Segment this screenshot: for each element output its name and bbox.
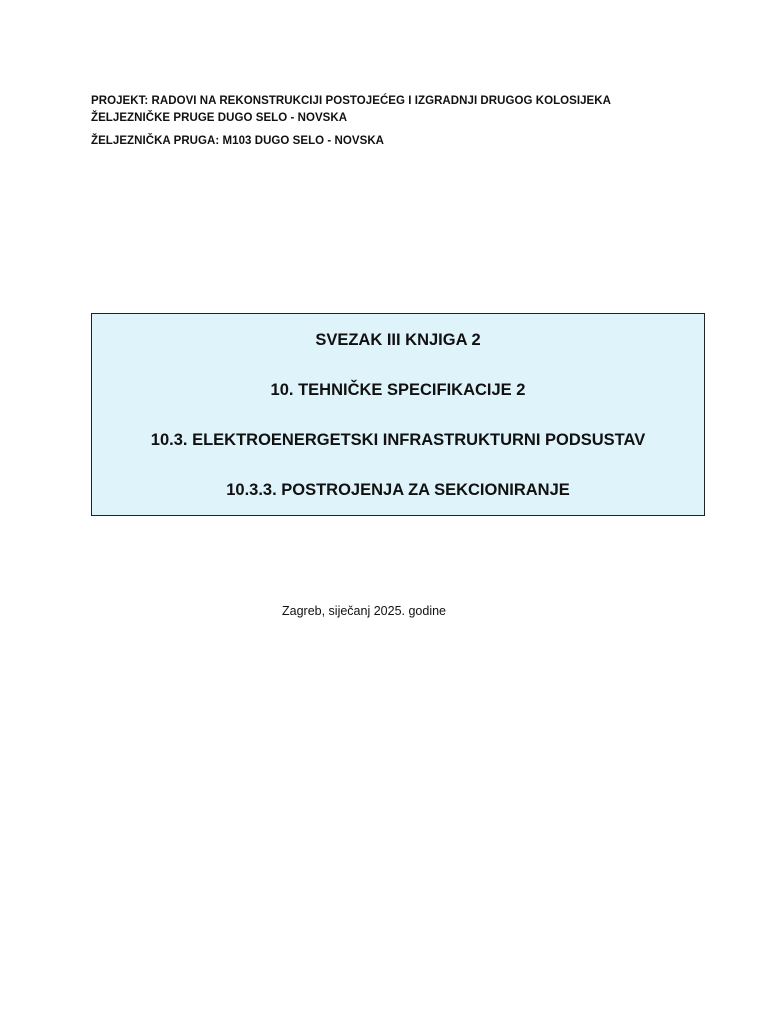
title-box	[91, 313, 705, 516]
subsection-title: 10.3.3. POSTROJENJA ZA SEKCIONIRANJE	[226, 481, 570, 499]
section-title: 10.3. ELEKTROENERGETSKI INFRASTRUKTURNI PODSUSTAV	[150, 431, 646, 449]
project-title-line-2: ŽELJEZNIČKE PRUGE DUGO SELO - NOVSKA	[91, 112, 348, 124]
document-header	[91, 93, 639, 150]
chapter-title: 10. TEHNIČKE SPECIFIKACIJE 2	[270, 381, 526, 399]
project-title	[91, 93, 639, 127]
railway-line-label: ŽELJEZNIČKA PRUGA: M103 DUGO SELO - NOVSKA	[91, 135, 385, 147]
project-title-line-1: PROJEKT: RADOVI NA REKONSTRUKCIJI POSTOJEĆEG I IZGRADNJI DRUGOG KOLOSIJEKA	[91, 95, 611, 107]
place-date: Zagreb, siječanj 2025. godine	[282, 604, 447, 618]
volume-title: SVEZAK III KNJIGA 2	[315, 331, 481, 349]
